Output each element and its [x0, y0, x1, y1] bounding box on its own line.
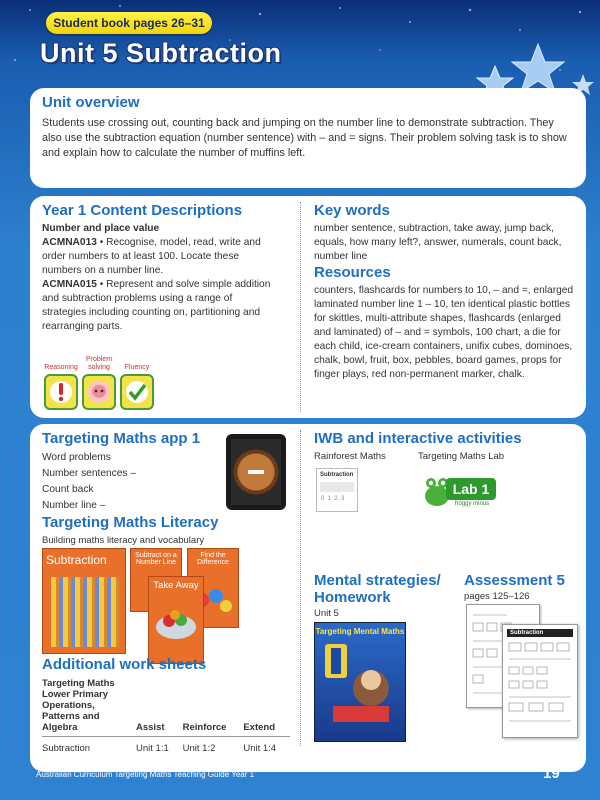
lab-logo-sub: froggy minus — [454, 501, 490, 507]
book-take-away — [148, 576, 204, 664]
sheet-title: Subtraction — [507, 629, 573, 637]
content-descriptions-heading: Year 1 Content Descriptions — [42, 202, 243, 219]
mental-heading-line1: Mental strategies/ — [314, 572, 441, 589]
literacy-subtitle: Building maths literacy and vocabulary — [42, 535, 205, 546]
row-assist: Unit 1:1 — [136, 737, 183, 757]
fruit-bowl-icon — [149, 591, 203, 655]
page-title — [40, 38, 282, 69]
thumb-title: Subtraction — [320, 472, 354, 478]
tablet-image — [226, 434, 286, 510]
rainforest-thumbnail[interactable] — [316, 468, 358, 512]
resources-heading: Resources — [314, 264, 391, 281]
unit-name: Subtraction — [126, 38, 282, 68]
assessment-subtitle: pages 125–126 — [464, 591, 530, 602]
star-large-icon — [512, 44, 564, 92]
resources-panel — [30, 424, 586, 772]
app-item: Number line – — [42, 500, 106, 511]
app-screen — [231, 439, 281, 505]
mental-heading — [314, 572, 441, 606]
assessment-sheet-2 — [502, 624, 578, 738]
lab-logo-text: Lab 1 — [446, 478, 496, 500]
book-title: Targeting Mental Maths — [315, 627, 405, 636]
lab-label: Targeting Maths Lab — [418, 451, 505, 462]
maths-lab-logo[interactable] — [422, 468, 502, 516]
book-subtraction — [42, 548, 126, 654]
brain-icon — [82, 374, 116, 410]
column-divider — [300, 430, 301, 746]
assessment-heading: Assessment 5 — [464, 572, 565, 589]
key-words-text: number sentence, subtraction, take away, jump back, equals, how many left?, answer, numerals, count back, number line — [314, 223, 562, 262]
worksheets-table — [42, 676, 290, 756]
content-text-1: • Recognise, model, read, write and order numbers to at least 100. Locate these numbers on a number line. — [42, 237, 261, 276]
overview-heading: Unit overview — [42, 94, 140, 111]
exclamation-icon — [44, 374, 78, 410]
column-divider — [300, 202, 301, 412]
book-title: Subtract on a Number Line — [135, 552, 177, 566]
row-extend: Unit 1:4 — [243, 737, 290, 757]
overview-text: Students use crossing out, counting back and jumping on the number line to demonstrate subtraction. They also use the subtraction equation (number sentence) with – and = signs. Their problem solving task is to show and explain how to calculate the number of muffins left. — [42, 117, 567, 159]
row-topic: Subtraction — [42, 737, 136, 757]
rainforest-label: Rainforest Maths — [314, 451, 386, 462]
table-header-reinforce: Reinforce — [182, 722, 227, 733]
unit-number: Unit 5 — [40, 38, 119, 68]
resources-text: counters, flashcards for numbers to 10, – and =, enlarged laminated number line 1 – 10, ten identical plastic bottles for skittles, multi-attribute shapes, flashcards (enlarged and laminated) of – and = symbols, 100 chart, a die for each child, ice-cream containers, unifix cubes, dominoes, chalk, bowl, fruit, box, pebbles, board games, props for finger plays, red non-permanent marker, chalk. — [314, 285, 574, 380]
content-item-2 — [42, 278, 274, 334]
page-footer: Australian Curriculum Targeting Maths Teaching Guide Year 1 — [36, 770, 255, 779]
book-cover-art — [315, 636, 405, 736]
checkmark-icon — [120, 374, 154, 410]
table-row — [42, 737, 290, 757]
key-words-heading: Key words — [314, 202, 390, 219]
iwb-heading: IWB and interactive activities — [314, 430, 522, 447]
thumb-digits: 0 1 2 3 — [321, 496, 345, 502]
table-header-extend: Extend — [243, 722, 276, 733]
content-code-1: ACMNA013 — [42, 237, 97, 248]
content-item-1 — [42, 236, 274, 278]
problem-solving-label: Problem solving — [85, 356, 113, 371]
fluency-label: Fluency — [124, 364, 150, 371]
content-code-2: ACMNA015 — [42, 279, 97, 290]
literacy-heading: Targeting Maths Literacy — [42, 514, 219, 531]
book-title: Take Away — [153, 580, 199, 591]
table-header-topic: Targeting Maths Lower Primary Operations, Patterns and Algebra — [42, 678, 115, 733]
mental-heading-line2: Homework — [314, 589, 391, 606]
row-reinforce: Unit 1:2 — [183, 737, 244, 757]
mental-subtitle: Unit 5 — [314, 608, 339, 619]
app-list — [42, 450, 136, 514]
book-title: Find the Difference — [197, 552, 229, 566]
pages-badge: Student book pages 26–31 — [46, 12, 212, 34]
abacus-image — [51, 577, 119, 647]
app-heading: Targeting Maths app 1 — [42, 430, 201, 447]
page-header — [0, 0, 600, 90]
mental-maths-book — [314, 622, 406, 742]
table-header-assist: Assist — [136, 722, 165, 733]
book-title: Subtraction — [46, 553, 107, 567]
unit-overview-panel — [30, 88, 586, 188]
reasoning-label: Reasoning — [44, 364, 78, 371]
app-item: Count back — [42, 484, 94, 495]
worksheets-heading: Additional work sheets — [42, 656, 207, 673]
content-subtitle: Number and place value — [42, 223, 160, 234]
page-number: 19 — [543, 765, 560, 782]
thumb-blocks — [320, 482, 354, 492]
content-panel — [30, 196, 586, 418]
content-text-2: • Represent and solve simple addition and subtraction problems using a range of strategies including counting on, partitioning and rearranging parts. — [42, 279, 271, 332]
app-item: Number sentences – — [42, 468, 137, 479]
table-header-row — [42, 676, 290, 737]
app-item: Word problems — [42, 452, 111, 463]
